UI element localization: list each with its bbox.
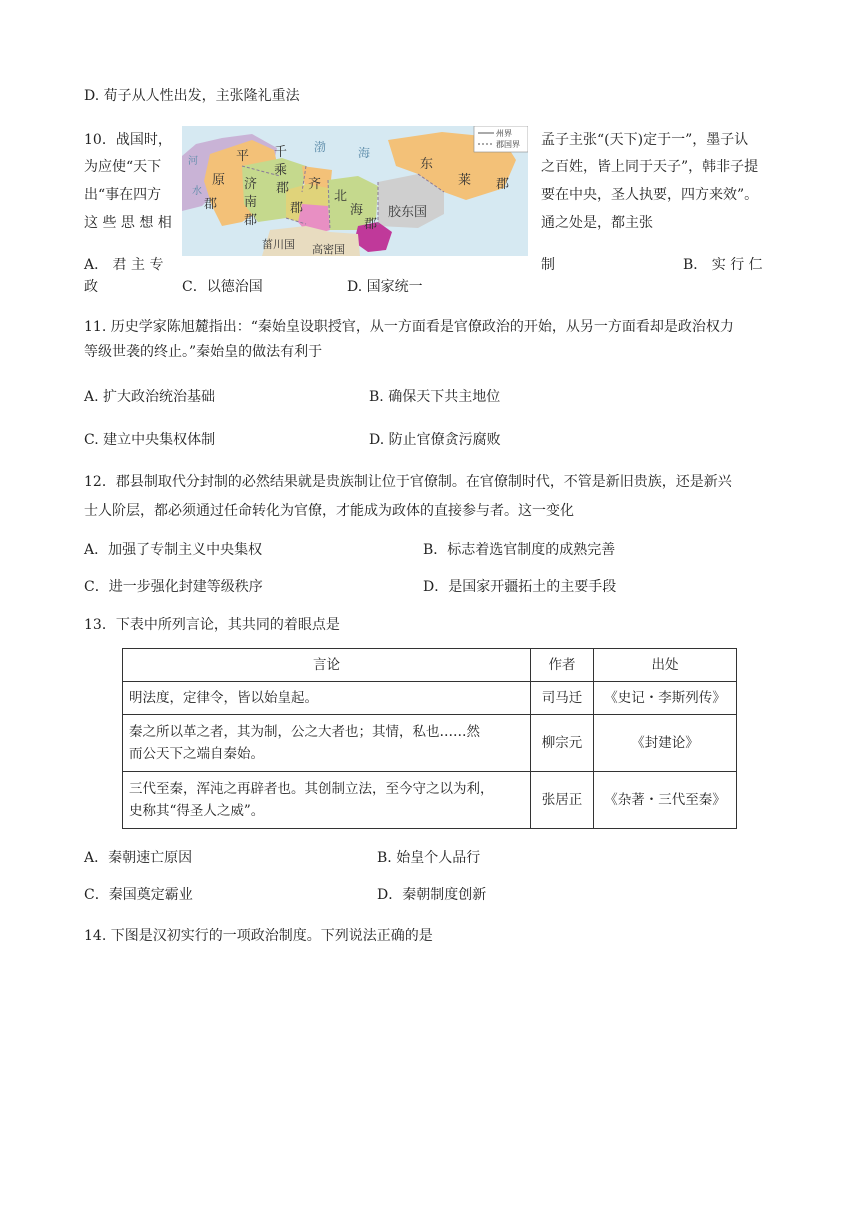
row-3-quote (123, 772, 531, 829)
q12-option-b: B．标志着选官制度的成熟完善 (423, 542, 616, 558)
q10-option-a: A． 君 主 专 (84, 257, 164, 273)
legend-label-state-border: 州界 (496, 129, 512, 138)
q11-stem-line-2: 等级世袭的终止。”秦始皇的做法有利于 (84, 344, 323, 360)
row-1-source: 《史记・李斯列传》 (594, 682, 737, 715)
q13-option-d: D．秦朝制度创新 (377, 887, 487, 903)
row-3-source: 《杂著・三代至秦》 (594, 772, 737, 829)
map-label-jun-5: 郡 (364, 217, 378, 232)
map-label-jun-4: 郡 (290, 201, 304, 216)
header-author: 作者 (531, 649, 594, 682)
map-label-jun-1: 郡 (204, 197, 218, 212)
row-1-author: 司马迁 (531, 682, 594, 715)
row-2-source: 《封建论》 (594, 715, 737, 772)
q10-option-b: B． 实 行 仁 (683, 257, 763, 273)
q11-option-c: C. 建立中央集权体制 (84, 432, 216, 448)
legend-label-commandery-border: 郡国界 (496, 140, 520, 149)
map-label-gaomi: 高密国 (312, 243, 345, 256)
q10-right-line-2: 之百姓，皆上同于天子”，韩非子提 (541, 159, 759, 175)
q10-right-line-3: 要在中央，圣人执要，四方来效”。 (541, 187, 759, 203)
map-label-ji: 济 (244, 177, 258, 192)
q12-stem-line-2: 士人阶层，都必须通过任命转化为官僚，才能成为政体的直接参与者。这一变化 (84, 503, 574, 519)
q10-option-a-cont: 制 (541, 257, 555, 273)
header-source: 出处 (594, 649, 737, 682)
map-label-jun-2: 郡 (276, 181, 290, 196)
table-header-row (123, 649, 737, 682)
q10-left-line-2: 为应使“天下 (84, 159, 162, 175)
table-row (123, 715, 737, 772)
quotes-table (122, 648, 737, 829)
q10-option-b-cont: 政 (84, 279, 98, 295)
map-label-ping: 平 (236, 149, 250, 164)
q12-option-a: A．加强了专制主义中央集权 (84, 542, 263, 558)
header-quote: 言论 (123, 649, 531, 682)
q10-right-line-1: 孟子主张“(天下)定于一”，墨子认 (541, 132, 749, 148)
map-label-jiaodong: 胶东国 (388, 205, 428, 220)
map-label-bo: 渤 (314, 140, 327, 154)
map-label-nan: 南 (244, 195, 258, 210)
row-2-quote (123, 715, 531, 772)
row-1-quote: 明法度，定律令，皆以始皇起。 (123, 682, 531, 715)
row-2-quote-line-2: 而公天下之端自秦始。 (129, 746, 264, 762)
q10-left-line-4: 这 些 思 想 相 (84, 215, 172, 231)
q13-option-b: B. 始皇个人品行 (377, 850, 481, 866)
q9-option-d: D. 荀子从人性出发，主张隆礼重法 (84, 88, 300, 104)
q10-left-line-1: 10．战国时， (84, 132, 172, 148)
map-label-zichuan: 菑川国 (262, 238, 295, 251)
map-label-bei: 北 (334, 189, 348, 204)
q11-option-b: B. 确保天下共主地位 (369, 389, 501, 405)
map-label-hai-2: 海 (350, 203, 364, 218)
map-label-lai: 莱 (458, 173, 472, 188)
q14-stem: 14. 下图是汉初实行的一项政治制度。下列说法正确的是 (84, 928, 433, 944)
row-3-quote-line-1: 三代至秦，浑沌之再辟者也。其创制立法，至今守之以为利， (129, 781, 494, 797)
q10-option-c: C．以德治国 (182, 279, 263, 295)
q13-option-a: A．秦朝速亡原因 (84, 850, 193, 866)
q11-option-d: D. 防止官僚贪污腐败 (369, 432, 501, 448)
map-label-cheng: 乘 (274, 163, 288, 178)
map-label-yuan: 原 (212, 173, 226, 188)
map-label-he: 河 (188, 156, 198, 167)
row-2-quote-line-1: 秦之所以革之者，其为制，公之大者也；其情，私也……然 (129, 724, 480, 740)
row-3-author: 张居正 (531, 772, 594, 829)
map-label-qi: 齐 (308, 177, 322, 192)
q10-right-line-4: 通之处是，都主张 (541, 215, 653, 231)
row-3-quote-line-2: 史称其“得圣人之威”。 (129, 803, 265, 819)
map-label-shui: 水 (192, 186, 202, 197)
row-2-author: 柳宗元 (531, 715, 594, 772)
han-kingdoms-map (182, 126, 528, 256)
q13-option-c: C．秦国奠定霸业 (84, 887, 193, 903)
q12-stem-line-1: 12．郡县制取代分封制的必然结果就是贵族制让位于官僚制。在官僚制时代，不管是新旧贵族，还是新兴 (84, 474, 732, 490)
map-label-dong: 东 (420, 157, 434, 172)
map-label-jun-3: 郡 (244, 213, 258, 228)
q10-option-d: D. 国家统一 (347, 279, 423, 295)
q10-left-line-3: 出“事在四方 (84, 187, 162, 203)
table-row (123, 772, 737, 829)
table-row (123, 682, 737, 715)
q11-stem-line-1: 11. 历史学家陈旭麓指出：“秦始皇设职授官，从一方面看是官僚政治的开始，从另一方面看却是政治权力 (84, 319, 734, 335)
q12-option-d: D．是国家开疆拓土的主要手段 (423, 579, 617, 595)
q13-stem: 13．下表中所列言论，其共同的着眼点是 (84, 617, 340, 633)
map-label-jun-6: 郡 (496, 177, 510, 192)
map-label-hai: 海 (358, 146, 371, 160)
q12-option-c: C．进一步强化封建等级秩序 (84, 579, 263, 595)
map-label-qian: 千 (274, 145, 288, 160)
q11-option-a: A. 扩大政治统治基础 (84, 389, 216, 405)
